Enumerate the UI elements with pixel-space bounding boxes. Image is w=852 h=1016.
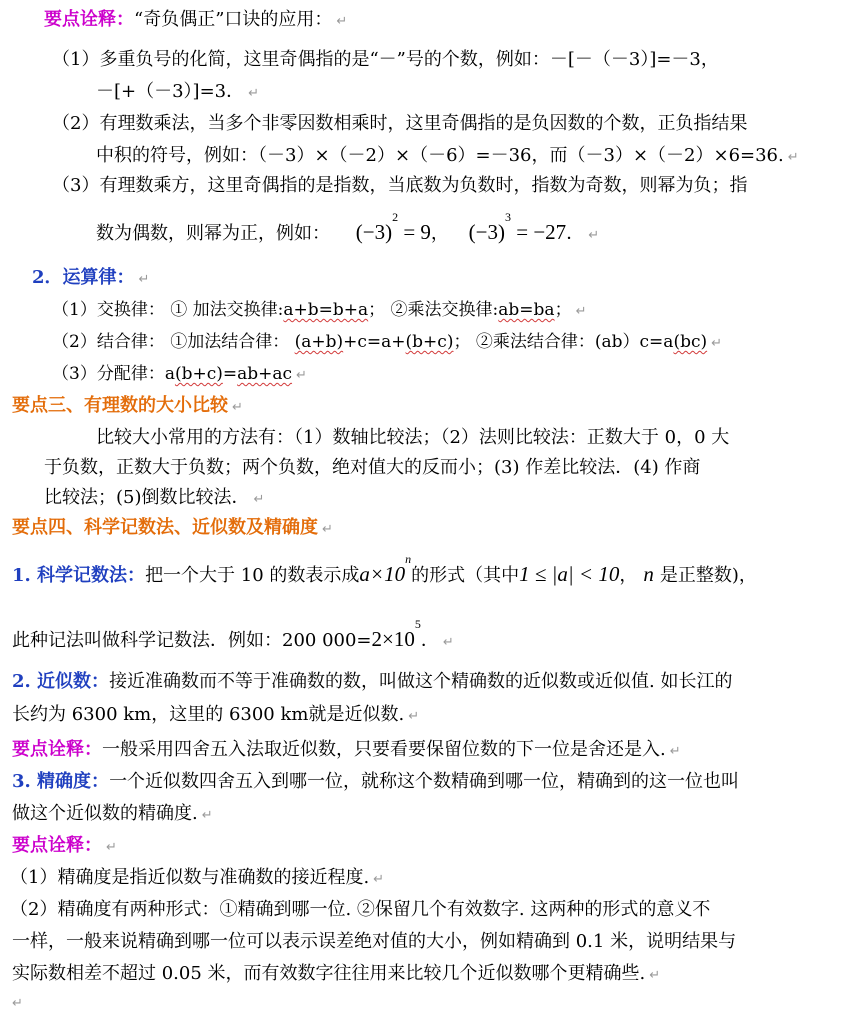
text-line: 一样，一般来说精确到哪一位可以表示误差绝对值的大小，例如精确到 0.1 米，说明结果与	[12, 931, 737, 952]
paragraph-mark-icon: ↵	[373, 872, 385, 887]
paragraph-mark-icon: ↵	[711, 336, 723, 351]
formula-line: 数为偶数，则幂为正，例如： $(-3)^2 = 9$， $(-3)^3 = -27$． ↵	[96, 210, 600, 244]
paragraph-mark-icon: ↵	[575, 304, 587, 319]
text-line: （1）交换律： ① 加法交换律:a+b=b+a； ②乘法交换律:ab=ba； ↵	[52, 300, 587, 320]
paragraph-mark-icon: ↵	[787, 150, 799, 165]
text-line-approximate: 2. 近似数：接近准确数而不等于准确数的数，叫做这个精确数的近似数或近似值. 如长江的	[12, 671, 733, 692]
paragraph-mark-icon: ↵	[253, 492, 265, 507]
heading-section-4: 要点四、科学记数法、近似数及精确度 ↵	[12, 517, 333, 538]
empty-line	[8, 990, 23, 1016]
paragraph-mark-icon: ↵	[296, 368, 307, 383]
text-line: 做这个近似数的精确度. ↵	[12, 803, 213, 824]
paragraph-mark-icon: ↵	[138, 272, 150, 287]
formula: (−3)	[468, 220, 505, 244]
text-line: （1）多重负号的化简，这里奇偶指的是“－”号的个数，例如：－[－（－3）]=－3，	[52, 49, 719, 70]
heading-operation-laws: 2．运算律： ↵	[32, 267, 150, 288]
text-line: （3）分配律：a(b+c)=ab+ac ↵	[52, 364, 307, 384]
note-line-1: 要点诠释：“奇负偶正”口诀的应用： ↵	[44, 9, 348, 30]
formula: a×10	[359, 562, 406, 586]
formula: (−3)	[355, 220, 393, 244]
paragraph-mark-icon: ↵	[106, 840, 117, 855]
text-line: 比较法；(5)倒数比较法． ↵	[44, 487, 265, 508]
formula: n	[643, 562, 654, 586]
heading-section-3: 要点三、有理数的大小比较 ↵	[12, 395, 243, 416]
text-line: （2）结合律： ①加法结合律： (a+b)+c=a+(b+c)； ②乘法结合律：(ab）c=a(bc) ↵	[52, 332, 723, 352]
text-line: 长约为 6300 km，这里的 6300 km就是近似数. ↵	[12, 704, 420, 725]
paragraph-mark-icon: ↵	[669, 744, 681, 759]
text-line-precision: 3. 精确度：一个近似数四舍五入到哪一位，就称这个数精确到哪一位，精确到的这一位也叫	[12, 771, 740, 792]
formula: 2×10	[371, 627, 415, 651]
paragraph-mark-icon: ↵	[408, 709, 420, 724]
text-line: 中积的符号，例如：（－3）×（－2）×（－6）=－36，而（－3）×（－2）×6=36. ↵	[96, 145, 799, 166]
text-line: （2）有理数乘法，当多个非零因数相乘时，这里奇偶指的是负因数的个数，正负指结果	[52, 113, 748, 134]
paragraph-mark-icon: ↵	[442, 635, 454, 650]
paragraph-mark-icon: ↵	[649, 968, 661, 983]
paragraph-mark-icon: ↵	[588, 228, 600, 243]
text-line: －[+（－3）]=3． ↵	[96, 81, 260, 102]
text-line: 实际数相差不超过 0.05 米，而有效数字往往用来比较几个近似数哪个更精确些. ↵	[12, 963, 661, 984]
paragraph-mark-icon: ↵	[336, 14, 348, 29]
paragraph-mark-icon: ↵	[248, 86, 260, 101]
text-line: （1）精确度是指近似数与准确数的接近程度. ↵	[10, 867, 385, 888]
text-line: （3）有理数乘方，这里奇偶指的是指数，当底数为负数时，指数为奇数，则幂为负；指	[52, 175, 748, 196]
note-line-2: 要点诠释：一般采用四舍五入法取近似数，只要看要保留位数的下一位是舍还是入. ↵	[12, 739, 681, 760]
paragraph-mark-icon: ↵	[201, 808, 213, 823]
formula: 1 ≤ |a| < 10	[519, 562, 620, 586]
text-line: 比较大小常用的方法有：（1）数轴比较法；（2）法则比较法：正数大于 0，0 大	[96, 427, 730, 448]
text-line-scientific-notation: 1. 科学记数法：把一个大于 10 的数表示成$a\times 10^n$的形式（其中1 ≤ |a| < 10， n 是正整数)，	[12, 552, 757, 586]
note-line-3: 要点诠释： ↵	[12, 835, 117, 856]
text-line: 此种记法叫做科学记数法．例如：200 $000=2\times 10^5$． ↵	[12, 617, 454, 651]
paragraph-mark-icon: ↵	[232, 400, 243, 415]
paragraph-mark-icon: ↵	[12, 996, 23, 1011]
paragraph-mark-icon: ↵	[322, 522, 333, 537]
text-line: （2）精确度有两种形式：①精确到哪一位. ②保留几个有效数字. 这两种的形式的意义不	[10, 899, 711, 920]
text-line: 于负数，正数大于负数；两个负数，绝对值大的反而小；(3) 作差比较法．(4) 作商	[44, 457, 701, 478]
